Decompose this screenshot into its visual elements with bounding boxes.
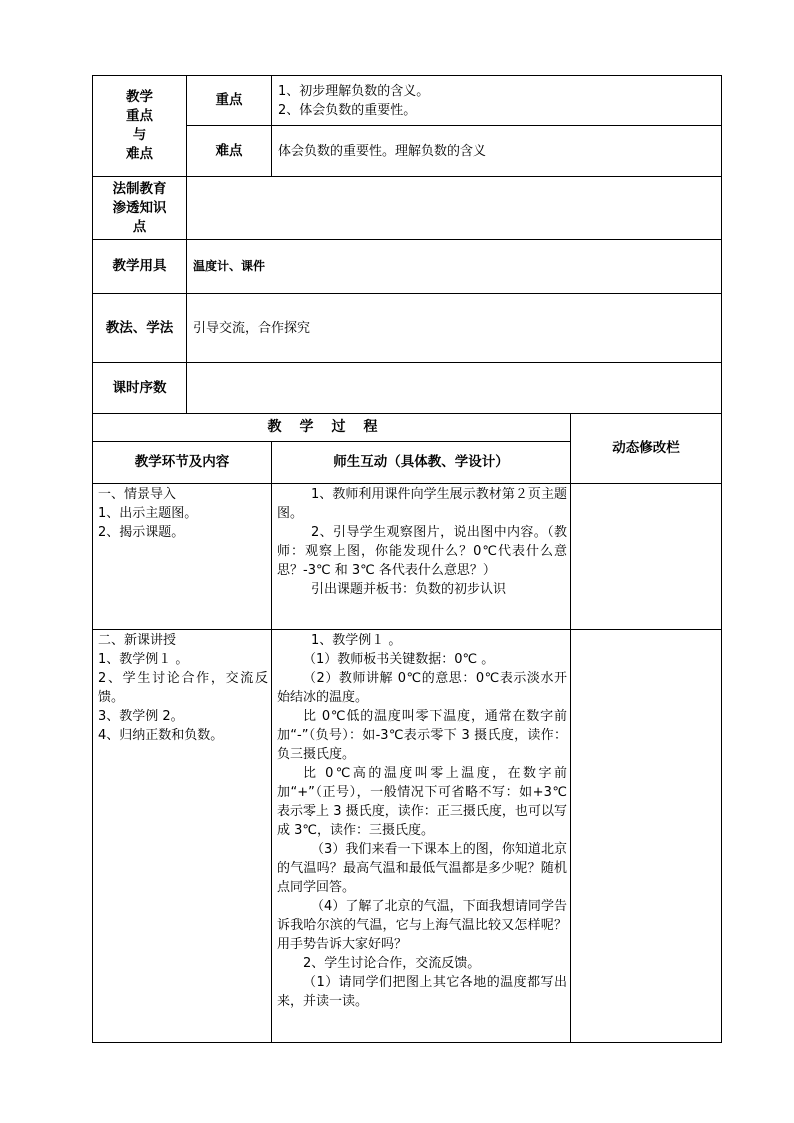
focus-section-label: 教学 重点 与 难点	[93, 76, 187, 177]
interaction-paragraph: 1、教师利用课件向学生展示教材第２页主题图。	[277, 487, 567, 521]
stage-intro-content	[93, 484, 272, 630]
key-point-item: 2、体会负数的重要性。	[278, 102, 417, 118]
interaction-paragraph: （1）教师板书关键数据：0℃ 。	[303, 652, 495, 667]
interaction-paragraph: 2、学生讨论合作，交流反馈。	[303, 956, 481, 971]
stage-line: 4、归纳正数和负数。	[98, 728, 224, 743]
stage-new-lesson-revision	[571, 630, 722, 1043]
interaction-column-header: 师生互动（具体教、学设计）	[272, 442, 571, 484]
stage-line: 一、情景导入	[98, 487, 177, 502]
lesson-period-label: 课时序数	[93, 363, 187, 414]
teaching-tools-label: 教学用具	[93, 240, 187, 294]
lesson-plan-sheet	[92, 75, 721, 1043]
stage-line: 1、教学例１ 。	[98, 652, 189, 667]
lesson-plan-table	[92, 75, 722, 1043]
stage-line: 3、教学例 2。	[98, 709, 184, 724]
teaching-tools-value: 温度计、课件	[187, 240, 722, 294]
lesson-period-value	[187, 363, 722, 414]
stage-intro-revision	[571, 484, 722, 630]
interaction-paragraph: 引出课题并板书：负数的初步认识	[311, 582, 507, 597]
stage-line: 2、揭示课题。	[98, 525, 185, 540]
key-point-content	[272, 76, 722, 126]
stage-new-lesson-content	[93, 630, 272, 1043]
content-column-header: 教学环节及内容	[93, 442, 272, 484]
stage-line: 2、学生讨论合作，交流反馈。	[98, 671, 268, 705]
interaction-paragraph: （2）教师讲解 0℃的意思：0℃表示淡水开始结冰的温度。	[277, 671, 567, 705]
stage-new-lesson-interaction	[272, 630, 571, 1043]
dynamic-revision-header: 动态修改栏	[571, 414, 722, 484]
interaction-paragraph: 比 0℃低的温度叫零下温度，通常在数字前加“-”（负号）：如-3℃表示零下 3 摄氏度，读作：负三摄氏度。	[277, 709, 567, 762]
interaction-paragraph: 1、教学例１ 。	[311, 633, 402, 648]
difficult-point-content: 体会负数的重要性。理解负数的含义	[272, 126, 722, 177]
interaction-paragraph: （3）我们来看一下课本上的图，你知道北京的气温吗？最高气温和最低气温都是多少呢？随机点同学回答。	[277, 842, 567, 895]
key-point-item: 1、初步理解负数的含义。	[278, 83, 430, 99]
interaction-paragraph: （4）了解了北京的气温，下面我想请同学告诉我哈尔滨的气温，它与上海气温比较又怎样呢？用手势告诉大家好吗？	[277, 899, 567, 952]
stage-line: 二、新课讲授	[98, 633, 177, 648]
difficult-point-label: 难点	[187, 126, 272, 177]
legal-education-value	[187, 177, 722, 240]
teaching-process-title: 教学过程	[93, 414, 571, 442]
interaction-paragraph: （1）请同学们把图上其它各地的温度都写出来，并读一读。	[277, 975, 567, 1009]
legal-education-label: 法制教育 渗透知识 点	[93, 177, 187, 240]
teaching-methods-value: 引导交流，合作探究	[187, 294, 722, 363]
stage-intro-interaction	[272, 484, 571, 630]
stage-line: 1、出示主题图。	[98, 506, 198, 521]
interaction-paragraph: 比 0℃高的温度叫零上温度，在数字前加“+”（正号），一般情况下可省略不写：如+3℃表示零上 3 摄氏度，读作：正三摄氏度，也可以写成 3℃，读作：三摄氏度。	[277, 766, 567, 838]
interaction-paragraph: 2、引导学生观察图片，说出图中内容。（教师：观察上图，你能发现什么？0℃代表什么意思？-3℃ 和 3℃ 各代表什么意思？）	[277, 525, 567, 578]
key-point-label: 重点	[187, 76, 272, 126]
teaching-methods-label: 教法、学法	[93, 294, 187, 363]
